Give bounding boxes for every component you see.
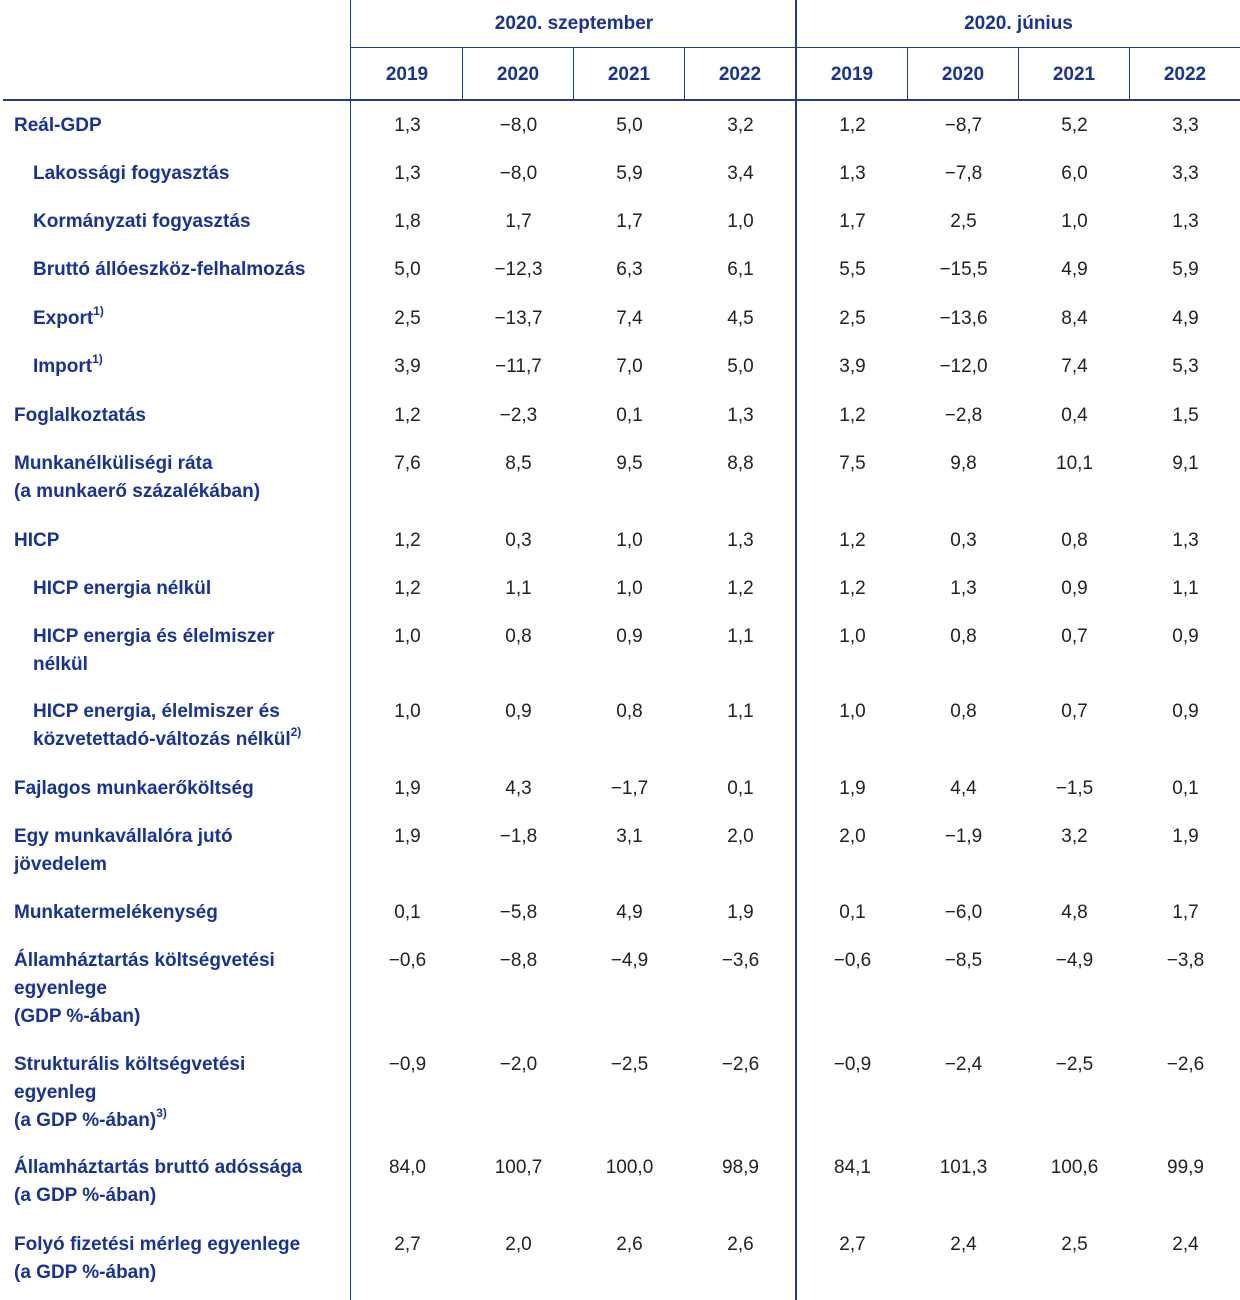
table-cell: 1,8 — [394, 211, 421, 232]
table-cell: 6,1 — [727, 259, 754, 280]
table-cell: 1,2 — [727, 578, 754, 599]
row-label-line — [14, 450, 260, 478]
row-label-text: Lakossági fogyasztás — [33, 163, 230, 184]
row-label-text: (a GDP %-ában) — [14, 1262, 157, 1283]
table-cell: 1,3 — [394, 115, 421, 136]
table-cell: 0,1 — [1172, 778, 1199, 799]
row-label — [33, 160, 229, 188]
year-divider — [907, 48, 908, 100]
table-cell: 1,3 — [727, 530, 754, 551]
table-cell: 5,0 — [394, 259, 421, 280]
table-cell: −8,8 — [499, 950, 538, 971]
table-cell: 0,1 — [616, 405, 643, 426]
table-cell: 10,1 — [1056, 453, 1093, 474]
row-label-line — [33, 353, 103, 381]
column-header-year: 2019 — [385, 64, 429, 85]
row-label-text: jövedelem — [14, 854, 107, 875]
table-cell: −2,4 — [944, 1054, 983, 1075]
table-cell: 1,5 — [1172, 405, 1199, 426]
table-cell: 0,8 — [950, 701, 977, 722]
row-label — [33, 305, 104, 333]
row-label-text: nélkül — [33, 654, 88, 675]
table-cell: −2,6 — [721, 1054, 760, 1075]
table-cell: 2,6 — [727, 1234, 754, 1255]
row-label-line — [33, 256, 305, 284]
column-group-header: 2020. június — [964, 13, 1073, 34]
row-label-text: közvetettadó-változás nélkül — [33, 729, 291, 750]
row-label-line — [14, 527, 59, 555]
table-cell: −4,9 — [610, 950, 649, 971]
table-cell: 0,3 — [505, 530, 532, 551]
table-cell: 0,9 — [1061, 578, 1088, 599]
row-label — [14, 450, 260, 506]
table-cell: 5,2 — [1061, 115, 1088, 136]
table-cell: 1,0 — [727, 211, 754, 232]
table-cell: 2,0 — [727, 826, 754, 847]
row-label-text: HICP — [14, 530, 60, 551]
table-cell: 1,0 — [839, 701, 866, 722]
table-cell: −6,0 — [944, 902, 983, 923]
row-label-text: HICP energia és élelmiszer — [33, 626, 275, 647]
table-cell: −4,9 — [1055, 950, 1094, 971]
table-cell: 4,3 — [505, 778, 532, 799]
table-cell: 3,3 — [1172, 115, 1199, 136]
table-cell: 7,4 — [1061, 356, 1088, 377]
table-cell: 0,3 — [950, 530, 977, 551]
column-header-year: 2020 — [496, 64, 540, 85]
table-cell: −3,8 — [1166, 950, 1205, 971]
table-cell: 5,9 — [616, 163, 643, 184]
row-label-text: Fajlagos munkaerőköltség — [14, 778, 254, 799]
table-cell: 0,9 — [616, 626, 643, 647]
table-cell: 8,8 — [727, 453, 754, 474]
row-label-text: Reál-GDP — [14, 115, 102, 136]
table-cell: 1,0 — [1061, 211, 1088, 232]
row-label-line — [14, 899, 218, 927]
table-cell: −13,6 — [939, 308, 988, 329]
row-label-line — [33, 698, 301, 726]
table-cell: 1,0 — [839, 626, 866, 647]
table-cell: 1,7 — [839, 211, 866, 232]
table-cell: 1,2 — [839, 115, 866, 136]
row-label-line — [14, 947, 275, 975]
row-label-text: (a GDP %-ában) — [14, 1110, 157, 1131]
row-label — [14, 527, 59, 555]
table-cell: 8,4 — [1061, 308, 1088, 329]
row-label-text: Munkatermelékenység — [14, 902, 218, 923]
label-column-divider — [350, 0, 351, 1300]
table-cell: 2,5 — [394, 308, 421, 329]
table-cell: −8,0 — [499, 163, 538, 184]
row-label-line — [14, 823, 233, 851]
header-bottom-rule — [3, 99, 1240, 101]
table-cell: −11,7 — [495, 356, 542, 377]
table-cell: 1,1 — [1172, 578, 1199, 599]
row-label-text: Munkanélküliségi ráta — [14, 453, 213, 474]
row-label-line — [14, 1003, 275, 1031]
table-cell: 5,5 — [839, 259, 866, 280]
table-cell: 5,3 — [1172, 356, 1199, 377]
table-cell: 1,0 — [394, 626, 421, 647]
table-cell: 84,1 — [834, 1157, 871, 1178]
row-label-line — [14, 975, 275, 1003]
table-cell: −0,9 — [388, 1054, 427, 1075]
table-cell: −13,7 — [494, 308, 543, 329]
table-cell: 0,8 — [616, 701, 643, 722]
table-cell: 0,8 — [505, 626, 532, 647]
row-label-text: (a munkaerő százalékában) — [14, 481, 261, 502]
footnote-marker: 1) — [93, 303, 104, 318]
row-label — [33, 353, 103, 381]
table-cell: 0,8 — [1061, 530, 1088, 551]
table-cell: −0,6 — [388, 950, 427, 971]
table-cell: 1,9 — [394, 826, 421, 847]
year-divider — [684, 48, 685, 100]
row-label — [14, 1231, 300, 1287]
row-label — [14, 1154, 302, 1210]
table-cell: −2,0 — [499, 1054, 538, 1075]
table-cell: 1,2 — [394, 405, 421, 426]
table-cell: 3,1 — [616, 826, 643, 847]
table-cell: −7,8 — [944, 163, 983, 184]
table-cell: 1,7 — [616, 211, 643, 232]
table-cell: 1,2 — [839, 578, 866, 599]
table-cell: 1,2 — [839, 530, 866, 551]
table-cell: 1,0 — [394, 701, 421, 722]
column-header-year: 2019 — [830, 64, 874, 85]
table-cell: 1,3 — [1172, 530, 1199, 551]
row-label-line — [14, 1259, 300, 1287]
row-label-line — [14, 478, 260, 506]
table-cell: 0,7 — [1061, 626, 1088, 647]
row-label — [33, 698, 301, 754]
table-cell: 7,4 — [616, 308, 643, 329]
row-label — [14, 947, 275, 1031]
table-cell: 0,1 — [839, 902, 866, 923]
table-cell: 1,7 — [505, 211, 532, 232]
table-cell: 1,1 — [727, 626, 754, 647]
table-cell: 4,9 — [1061, 259, 1088, 280]
table-cell: 1,7 — [1172, 902, 1199, 923]
table-cell: −8,5 — [944, 950, 983, 971]
table-cell: 4,5 — [727, 308, 754, 329]
row-label-line — [33, 726, 301, 754]
year-divider — [1129, 48, 1130, 100]
column-header-year: 2021 — [607, 64, 651, 85]
year-divider — [462, 48, 463, 100]
table-cell: 2,0 — [839, 826, 866, 847]
year-divider — [1018, 48, 1019, 100]
table-cell: −8,0 — [499, 115, 538, 136]
row-label-line — [14, 1051, 245, 1079]
column-group-header: 2020. szeptember — [494, 13, 654, 34]
table-cell: 1,9 — [394, 778, 421, 799]
row-label — [14, 899, 218, 927]
table-cell: 3,3 — [1172, 163, 1199, 184]
row-label-line — [14, 1231, 300, 1259]
row-label-text: Strukturális költségvetési — [14, 1054, 246, 1075]
column-header-year: 2022 — [1163, 64, 1207, 85]
row-label-line — [33, 305, 104, 333]
table-cell: 1,2 — [394, 530, 421, 551]
table-cell: 4,8 — [1061, 902, 1088, 923]
table-cell: 1,0 — [616, 578, 643, 599]
table-cell: 2,5 — [1061, 1234, 1088, 1255]
row-label-line — [33, 651, 275, 679]
row-label-line — [33, 575, 211, 603]
footnote-marker: 2) — [290, 724, 302, 739]
row-label — [33, 208, 251, 236]
table-cell: −8,7 — [944, 115, 983, 136]
row-label-text: Kormányzati fogyasztás — [33, 211, 251, 232]
table-cell: 0,8 — [950, 626, 977, 647]
table-cell: −1,8 — [499, 826, 538, 847]
row-label-line — [14, 1107, 245, 1135]
table-cell: 1,3 — [950, 578, 977, 599]
footnote-marker: 1) — [92, 351, 103, 366]
table-cell: 9,5 — [616, 453, 643, 474]
row-label — [14, 112, 102, 140]
table-cell: 98,9 — [722, 1157, 759, 1178]
table-cell: 4,9 — [1172, 308, 1199, 329]
column-header-year: 2021 — [1052, 64, 1096, 85]
table-cell: 6,3 — [616, 259, 643, 280]
table-cell: 2,7 — [394, 1234, 421, 1255]
row-label — [33, 256, 305, 284]
table-cell: 1,3 — [1172, 211, 1199, 232]
table-cell: 1,9 — [727, 902, 754, 923]
table-cell: 7,5 — [839, 453, 866, 474]
row-label-line — [14, 1079, 245, 1107]
table-cell: 99,9 — [1167, 1157, 1204, 1178]
table-cell: 6,0 — [1061, 163, 1088, 184]
table-cell: 2,4 — [950, 1234, 977, 1255]
table-cell: 0,1 — [727, 778, 754, 799]
table-cell: 3,2 — [1061, 826, 1088, 847]
year-divider — [573, 48, 574, 100]
table-cell: −2,3 — [499, 405, 538, 426]
table-cell: 1,3 — [394, 163, 421, 184]
table-cell: 1,9 — [1172, 826, 1199, 847]
table-cell: 1,3 — [839, 163, 866, 184]
footnote-marker: 3) — [156, 1105, 167, 1120]
row-label-text: HICP energia, élelmiszer és — [33, 701, 280, 722]
table-cell: 2,6 — [616, 1234, 643, 1255]
table-cell: 100,0 — [605, 1157, 654, 1178]
row-label-line — [14, 1154, 302, 1182]
table-cell: −0,6 — [833, 950, 872, 971]
table-cell: 1,3 — [727, 405, 754, 426]
table-cell: 4,9 — [616, 902, 643, 923]
table-cell: −2,5 — [610, 1054, 649, 1075]
row-label-text: (a GDP %-ában) — [14, 1185, 157, 1206]
table-cell: 5,9 — [1172, 259, 1199, 280]
table-cell: 0,7 — [1061, 701, 1088, 722]
table-cell: 1,0 — [616, 530, 643, 551]
table-cell: 5,0 — [727, 356, 754, 377]
table-cell: 3,4 — [727, 163, 754, 184]
row-label-line — [14, 112, 102, 140]
row-label-line — [33, 160, 229, 188]
table-cell: 100,7 — [494, 1157, 543, 1178]
table-cell: 0,9 — [1172, 701, 1199, 722]
table-cell: 3,9 — [839, 356, 866, 377]
row-label-text: Államháztartás költségvetési — [14, 950, 275, 971]
table-cell: 2,0 — [505, 1234, 532, 1255]
table-cell: −1,9 — [944, 826, 983, 847]
row-label — [14, 775, 254, 803]
table-cell: 101,3 — [939, 1157, 988, 1178]
table-cell: 3,2 — [727, 115, 754, 136]
table-cell: 0,9 — [505, 701, 532, 722]
table-cell: 7,0 — [616, 356, 643, 377]
table-cell: 84,0 — [389, 1157, 426, 1178]
table-cell: 1,1 — [505, 578, 532, 599]
row-label-text: Foglalkoztatás — [14, 405, 146, 426]
row-label-text: egyenlege — [14, 978, 107, 999]
column-header-year: 2020 — [941, 64, 985, 85]
row-label-line — [14, 775, 254, 803]
table-cell: 1,1 — [727, 701, 754, 722]
table-cell: −0,9 — [833, 1054, 872, 1075]
row-label — [33, 575, 211, 603]
row-label-line — [14, 1182, 302, 1210]
table-cell: 4,4 — [950, 778, 977, 799]
table-cell: −2,5 — [1055, 1054, 1094, 1075]
row-label-text: Államháztartás bruttó adóssága — [14, 1157, 303, 1178]
row-label-text: Import — [33, 356, 93, 377]
table-cell: 1,2 — [394, 578, 421, 599]
row-label-text: Bruttó állóeszköz-felhalmozás — [33, 259, 306, 280]
table-cell: 2,5 — [950, 211, 977, 232]
row-label — [14, 1051, 245, 1135]
table-cell: 8,5 — [505, 453, 532, 474]
table-cell: −3,6 — [721, 950, 760, 971]
table-cell: 2,4 — [1172, 1234, 1199, 1255]
row-label — [33, 623, 275, 679]
table-cell: 0,4 — [1061, 405, 1088, 426]
row-label-line — [14, 402, 146, 430]
table-cell: 0,9 — [1172, 626, 1199, 647]
column-header-year: 2022 — [718, 64, 762, 85]
table-cell: 2,7 — [839, 1234, 866, 1255]
row-label — [14, 823, 233, 879]
table-cell: −15,5 — [939, 259, 988, 280]
table-cell: 5,0 — [616, 115, 643, 136]
row-label-text: Export — [33, 308, 94, 329]
table-cell: −12,0 — [939, 356, 988, 377]
table-cell: 3,9 — [394, 356, 421, 377]
row-label-text: Egy munkavállalóra jutó — [14, 826, 233, 847]
table-cell: 100,6 — [1050, 1157, 1099, 1178]
row-label-text: Folyó fizetési mérleg egyenlege — [14, 1234, 301, 1255]
table-cell: 9,1 — [1172, 453, 1199, 474]
table-cell: 0,1 — [394, 902, 421, 923]
row-label-line — [14, 851, 233, 879]
table-cell: −12,3 — [494, 259, 543, 280]
row-label-text: (GDP %-ában) — [14, 1006, 141, 1027]
table-cell: 1,2 — [839, 405, 866, 426]
table-cell: −2,8 — [944, 405, 983, 426]
row-label-line — [33, 623, 275, 651]
table-cell: −2,6 — [1166, 1054, 1205, 1075]
row-label-text: egyenleg — [14, 1082, 97, 1103]
table-cell: −5,8 — [499, 902, 538, 923]
table-cell: 9,8 — [950, 453, 977, 474]
table-cell: −1,5 — [1055, 778, 1094, 799]
table-cell: −1,7 — [610, 778, 649, 799]
row-label — [14, 402, 146, 430]
table-cell: 1,9 — [839, 778, 866, 799]
row-label-text: HICP energia nélkül — [33, 578, 212, 599]
row-label-line — [33, 208, 251, 236]
table-cell: 2,5 — [839, 308, 866, 329]
table-cell: 7,6 — [394, 453, 421, 474]
